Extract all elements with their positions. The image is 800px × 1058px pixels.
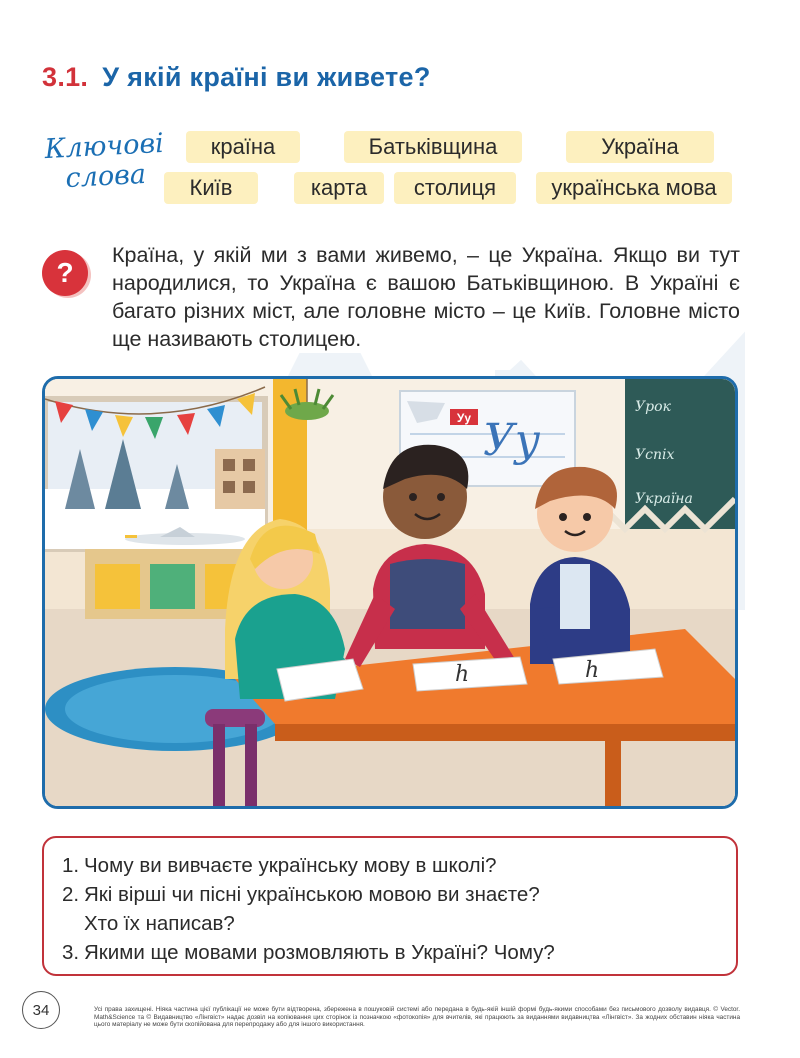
questions-box <box>42 836 738 976</box>
keyword-chip: українська мова <box>536 172 732 204</box>
questions-list <box>62 851 555 967</box>
keywords-label: Ключові слова <box>43 127 165 195</box>
keyword-chip: Київ <box>164 172 258 204</box>
question-item: 2. Які вірші чи пісні українською мовою ви знаєте? Хто їх написав? <box>62 883 540 935</box>
paper-letter: h <box>585 658 600 683</box>
board-word: Україна <box>635 491 693 507</box>
classroom-illustration <box>42 376 738 809</box>
section-title <box>42 62 431 93</box>
page-number: 34 <box>22 991 60 1029</box>
poster-label: Уу <box>456 411 472 425</box>
board-word: Урок <box>635 399 671 415</box>
poster-letters: Уу <box>483 415 541 466</box>
question-item: 1. Чому ви вивчаєте українську мову в школі? <box>62 854 497 877</box>
paper-letter: h <box>455 662 470 687</box>
keyword-chip: столиця <box>394 172 516 204</box>
keyword-chip: Батьківщина <box>344 131 522 163</box>
board-word: Успіх <box>635 447 675 463</box>
keyword-chip: Україна <box>566 131 714 163</box>
chalkboard <box>625 379 735 529</box>
keyword-chip: карта <box>294 172 384 204</box>
intro-paragraph: Країна, у якій ми з вами живемо, – це Україна. Якщо ви тут народилися, то Україна є вашою Батьківщиною. В Україні є багато різних міст, але головне місто – це Київ. Головне місто ще називають столицею. <box>112 243 740 351</box>
question-item: 3. Якими ще мовами розмовляють в Україні? Чому? <box>62 941 555 964</box>
section-heading: У якій країні ви живете? <box>102 62 431 92</box>
classroom-scene <box>45 379 735 806</box>
question-icon: ? <box>42 250 88 296</box>
section-number: 3.1. <box>42 62 89 92</box>
keyword-chip: країна <box>186 131 300 163</box>
copyright-footer: Усі права захищені. Ніяка частина цієї публікації не може бути відтворена, збережена в пошуковій системі або передана в будь-якій іншій формі будь-якими способами без письмового дозволу видавця. © Vector. Math&Science та © Видавництво «Лінгвіст» надає дозвіл на копіювання цих сторінок із позначкою «фотокопія» для вчителів, які працюють за виданнями видавництва «Лінгвіст». За жодних обставин ніяка частина цього матеріалу не може бути скопійована для перепродажу або для іншого використання. <box>94 1006 740 1029</box>
